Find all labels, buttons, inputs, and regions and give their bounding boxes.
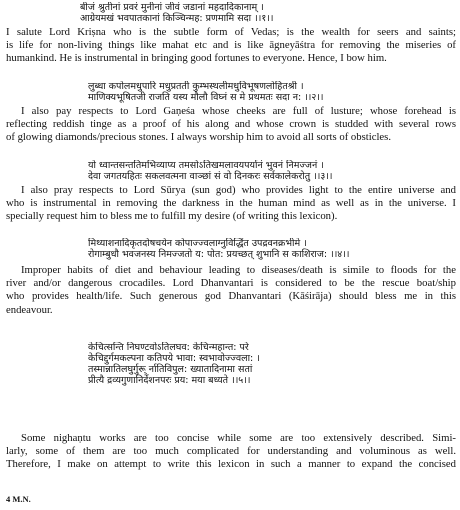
verse-line: रोगाम्बुधौ भवजनस्य निमज्जतो य: पोत: प्रयच्छत् शुभानि स काशिराज: ।।४।। [88,249,350,260]
paragraph-line: endeavour. [6,303,53,316]
verse-line: बीजं श्रुतीनां प्रवरं मुनीनां जीवं जडानां महदादिकानाम् । [80,2,264,13]
paragraph-line: river and/or dangerous crocadiles. Lord Dhanvantari is considered to be the rescue boat/ship [6,277,456,290]
paragraph-line: I also pray respects to Lord Sūrya (sun god) who provides light to the entire universe and [21,184,456,196]
verse-line: तस्मान्नातिलघुर्गुरू् र्नातिविपुल: ख्यातादिनामा सतां [88,364,253,375]
paragraph-line: who is instrumental in removing the darkness in the human mind as well as in the universe. I [6,197,456,210]
translation-paragraph-5 [6,432,456,472]
paragraph-line: reflecting reddish tinge as a proof of his along and whose crown is studded with several rows [6,118,456,131]
sanskrit-verse-1 [80,2,400,24]
translation-paragraph-4 [6,264,456,317]
page-footer-signature: 4 M.N. [6,494,31,504]
verse-line: यो ध्वान्तसन्ततिमभिव्याप्य तमसोऽतिखमलावयपर्यानं भुवनं निमज्जनं । [88,160,324,171]
paragraph-line: I also pay respects to Lord Gaṇeśa whose cheeks are full of lusture; whose forehead is [21,105,456,117]
paragraph-line: Some nighaṇtu works are too concise while some are too extensively described. Simi- [21,432,456,444]
sanskrit-verse-4 [88,238,418,260]
paragraph-line: larly, some of them are too much complicated for understanding and voluminous as well. [6,445,456,458]
paragraph-line: I salute Lord Kriṣna who is the subtle form of Vedas; is the wealth for seers and saints; [6,26,456,38]
paragraph-line: specially request him to bless me to fulfill my desire (of writing this lexicon). [6,210,338,223]
paragraph-line: Therefore, I make on attempt to write this lexicon in such a manner to expand the concised [6,458,456,471]
verse-line: केचित्सन्ति निघण्टवोऽतिलघव: केचिन्महान्त: परे [88,342,249,353]
paragraph-line: Improper habits of diet and behaviour leading to diseases/death is simile to floods for the [21,264,456,276]
sanskrit-verse-2 [88,81,408,103]
verse-line: केचिद्दुर्गमकल्पना कतिपये भावा: स्वभावोज्ज्वला: । [88,353,260,364]
verse-line: देवा जगतयहितः सकलवत्मना वाञ्छां सं वो दिनकरः सर्वकालेकरोतु ।।३।। [88,171,333,182]
verse-line: मिथ्याशनादिकृतदोषचयेन कोपाज्ज्वलाग्नुविर्द्धित उपद्रवनक्रभीमे । [88,238,307,249]
paragraph-line: humankind. He is instrumental in bringing good fortunes to everyone. Hence, I bow him. [6,52,387,65]
sanskrit-verse-3 [88,160,418,182]
paragraph-line: is life for non-living things like mahat etc and is like āgneyāśtra for removing the miseries of [6,39,456,52]
translation-paragraph-3 [6,184,456,224]
translation-paragraph-1 [6,26,456,66]
verse-line: लुब्धा कपोलमधुपारि मधुप्रतती कुम्भस्थलीमधुविभूषणलोहितश्री । [88,81,304,92]
translation-paragraph-2 [6,105,456,145]
sanskrit-verse-5 [88,342,418,386]
verse-line: माणिक्यभूषितजी राजति यस्य मौलौ विघ्नं स मे प्रथमतः सदा न: ।।२।। [88,92,324,103]
paragraph-line: of glowing diamonds/precious stones. I always worship him to avoid all sorts of obsticles. [6,131,392,144]
verse-line: प्रीत्यै द्रव्यगुणानिर्देशनपरः प्रय: मया बध्यते ।।५।। [88,375,251,386]
paragraph-line: who provides health/life. Such generous god Dhanvantari (Kāśirāja) should bless me in this [6,290,456,303]
verse-line: आग्रेयमखं भवपातकानां किञ्चिन्मह: प्रणमामि सदा ।।१।। [80,13,274,24]
